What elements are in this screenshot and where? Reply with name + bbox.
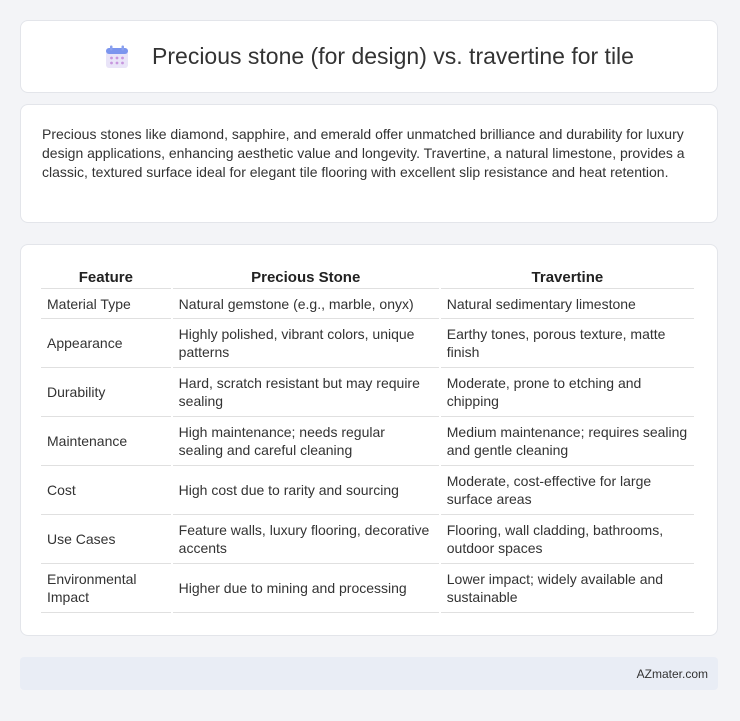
travertine-cell: Lower impact; widely available and sustainable: [441, 564, 694, 613]
feature-cell: Appearance: [41, 319, 171, 368]
intro-text: Precious stones like diamond, sapphire, and emerald offer unmatched brilliance and durability for luxury design applications, enhancing aesthetic value and longevity. Travertine, a natural limestone, provides a classic, textured surface ideal for elegant tile flooring with excellent slip resistance and heat retention.: [42, 126, 685, 181]
precious-stone-cell: Feature walls, luxury flooring, decorative accents: [173, 515, 439, 564]
travertine-cell: Natural sedimentary limestone: [441, 289, 694, 319]
feature-cell: Environmental Impact: [41, 564, 171, 613]
precious-stone-cell: Natural gemstone (e.g., marble, onyx): [173, 289, 439, 319]
travertine-cell: Moderate, prone to etching and chipping: [441, 368, 694, 417]
calendar-icon: [104, 44, 130, 70]
table-row: [41, 515, 694, 564]
footer-site-label: AZmater.com: [636, 666, 708, 681]
feature-cell: Cost: [41, 466, 171, 515]
intro-card: [20, 104, 718, 223]
table-row: [41, 368, 694, 417]
table-row: [41, 319, 694, 368]
precious-stone-cell: Higher due to mining and processing: [173, 564, 439, 613]
table-row: [41, 466, 694, 515]
table-row: [41, 289, 694, 319]
table-row: [41, 564, 694, 613]
travertine-cell: Moderate, cost-effective for large surface areas: [441, 466, 694, 515]
title-card: [20, 20, 718, 93]
precious-stone-cell: High maintenance; needs regular sealing and careful cleaning: [173, 417, 439, 466]
comparison-table: [39, 265, 696, 613]
feature-cell: Use Cases: [41, 515, 171, 564]
page-title: Precious stone (for design) vs. travertine for tile: [152, 43, 634, 69]
header-precious-stone: Precious Stone: [173, 265, 439, 289]
header-travertine: Travertine: [441, 265, 694, 289]
precious-stone-cell: Hard, scratch resistant but may require sealing: [173, 368, 439, 417]
travertine-cell: Earthy tones, porous texture, matte finish: [441, 319, 694, 368]
precious-stone-cell: Highly polished, vibrant colors, unique patterns: [173, 319, 439, 368]
header-feature: Feature: [41, 265, 171, 289]
feature-cell: Durability: [41, 368, 171, 417]
comparison-card: [20, 244, 718, 636]
footer: [20, 657, 718, 690]
table-row: [41, 417, 694, 466]
travertine-cell: Flooring, wall cladding, bathrooms, outdoor spaces: [441, 515, 694, 564]
travertine-cell: Medium maintenance; requires sealing and gentle cleaning: [441, 417, 694, 466]
table-header-row: [41, 265, 694, 289]
precious-stone-cell: High cost due to rarity and sourcing: [173, 466, 439, 515]
feature-cell: Material Type: [41, 289, 171, 319]
feature-cell: Maintenance: [41, 417, 171, 466]
